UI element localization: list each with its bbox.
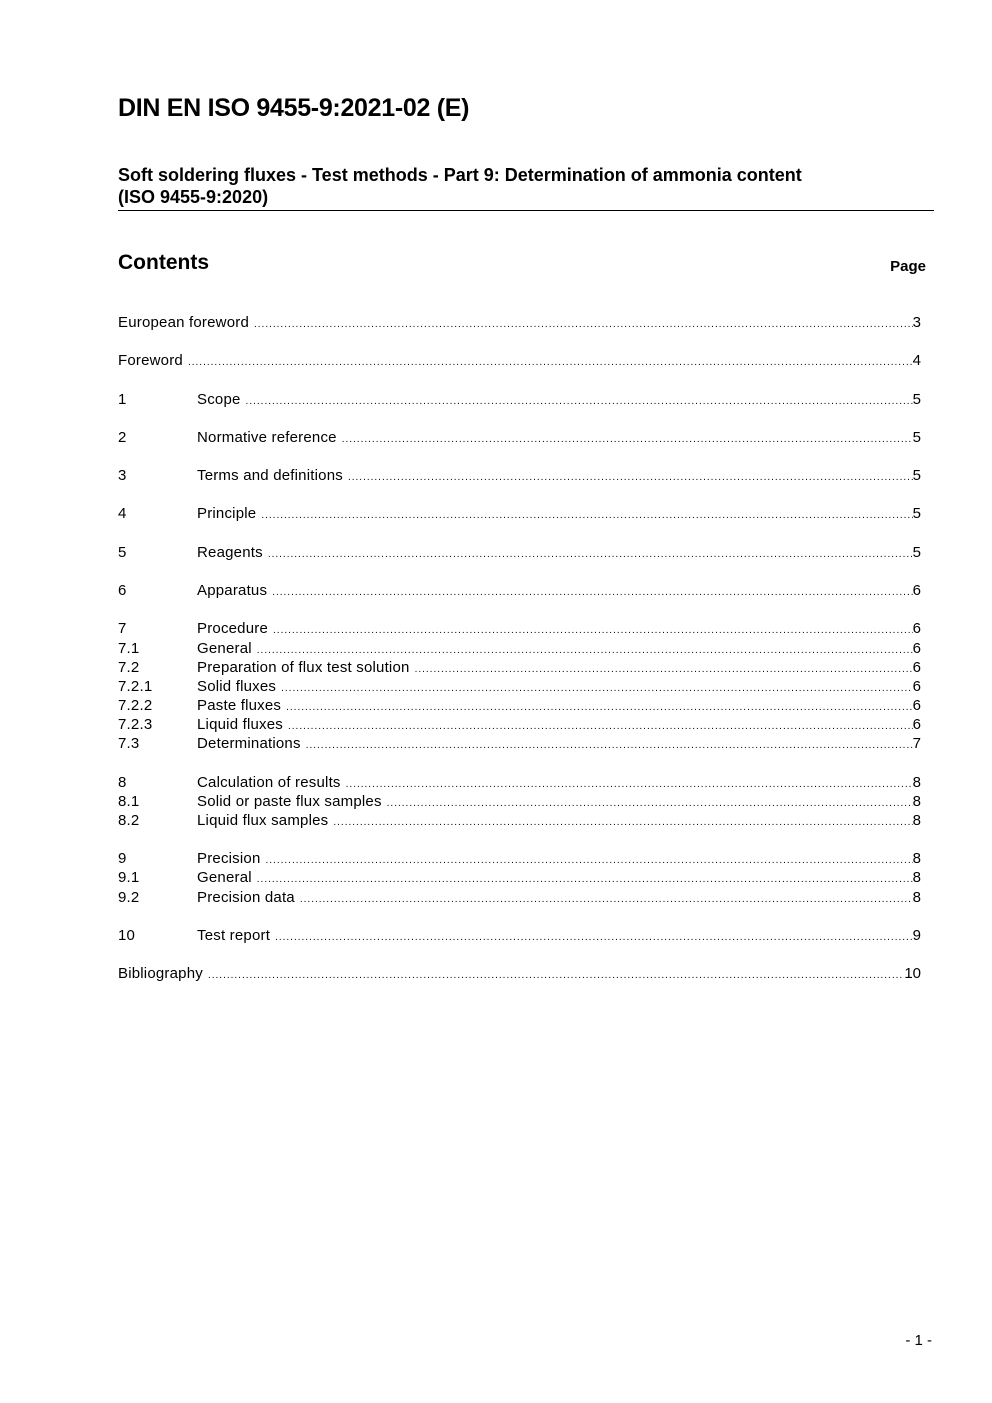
toc-entry-title: Precision [197, 850, 261, 867]
contents-heading: Contents [118, 251, 209, 274]
toc-dot-leader [257, 645, 913, 656]
toc-entry-7-2-2[interactable] [118, 697, 921, 717]
toc-entry-title: European foreword [118, 314, 249, 331]
toc-dot-leader [300, 894, 913, 905]
toc-entry-page: 8 [912, 774, 921, 791]
toc-entry-page: 8 [912, 869, 921, 886]
toc-entry-page: 6 [912, 659, 921, 676]
toc-dot-leader [288, 721, 913, 732]
toc-entry-title: Paste fluxes [197, 697, 282, 714]
toc-entry-page: 5 [912, 391, 921, 408]
toc-dot-leader [387, 798, 913, 809]
toc-entry-number: 8 [118, 774, 127, 791]
toc-entry-number: 7.1 [118, 640, 140, 657]
toc-entry-title: Reagents [197, 544, 263, 561]
toc-dot-leader [246, 396, 913, 407]
toc-entry-title: Test report [197, 927, 271, 944]
toc-entry-number: 1 [118, 391, 127, 408]
toc-dot-leader [342, 434, 913, 445]
title-divider [118, 210, 934, 211]
toc-dot-leader [273, 625, 913, 636]
toc-entry-page: 8 [912, 812, 921, 829]
toc-entry-8-2[interactable] [118, 812, 921, 832]
toc-entry-title: Apparatus [197, 582, 268, 599]
toc-entry-9-1[interactable] [118, 869, 921, 889]
toc-dot-leader [272, 587, 912, 598]
toc-entry-page: 6 [912, 678, 921, 695]
toc-entry-title: Procedure [197, 620, 269, 637]
toc-entry-5[interactable] [118, 544, 921, 564]
toc-entry-4[interactable] [118, 505, 921, 525]
toc-entry-title: General [197, 869, 252, 886]
toc-entry-1[interactable] [118, 391, 921, 411]
document-title: DIN EN ISO 9455-9:2021-02 (E) [118, 94, 470, 122]
toc-entry-number: 10 [118, 927, 136, 944]
subtitle-line-2: (ISO 9455-9:2020) [118, 187, 269, 207]
toc-entry-page: 5 [912, 505, 921, 522]
toc-entry-6[interactable] [118, 582, 921, 602]
subtitle-line-1: Soft soldering fluxes - Test methods - Part 9: Determination of ammonia content [118, 165, 802, 185]
toc-entry-number: 7.2.3 [118, 716, 153, 733]
toc-dot-leader [208, 970, 904, 981]
toc-entry-number: 9.2 [118, 889, 140, 906]
toc-entry-page: 10 [904, 965, 921, 982]
toc-dot-leader [346, 779, 913, 790]
toc-entry-10[interactable] [118, 927, 921, 947]
toc-entry-title: Solid or paste flux samples [197, 793, 382, 810]
toc-dot-leader [333, 817, 912, 828]
toc-dot-leader [415, 664, 913, 675]
toc-entry-page: 6 [912, 716, 921, 733]
toc-entry-title: Liquid flux samples [197, 812, 329, 829]
toc-entry-number: 6 [118, 582, 127, 599]
toc-dot-leader [261, 510, 912, 521]
toc-dot-leader [275, 932, 913, 943]
toc-dot-leader [257, 874, 913, 885]
toc-dot-leader [348, 472, 913, 483]
toc-entry-number: 8.2 [118, 812, 140, 829]
toc-entry-9[interactable] [118, 850, 921, 870]
toc-entry-title: Foreword [118, 352, 183, 369]
toc-entry-title: Bibliography [118, 965, 203, 982]
toc-entry-bibliography[interactable] [118, 965, 921, 985]
toc-dot-leader [188, 357, 913, 368]
toc-entry-7-2-1[interactable] [118, 678, 921, 698]
toc-entry-7-1[interactable] [118, 640, 921, 660]
page-column-label: Page [890, 258, 926, 275]
toc-entry-7[interactable] [118, 620, 921, 640]
toc-entry-page: 5 [912, 429, 921, 446]
toc-entry-foreword[interactable] [118, 352, 921, 372]
toc-entry-8[interactable] [118, 774, 921, 794]
toc-entry-title: Principle [197, 505, 257, 522]
toc-entry-9-2[interactable] [118, 889, 921, 909]
toc-entry-number: 7.2 [118, 659, 140, 676]
toc-entry-title: Scope [197, 391, 241, 408]
toc-entry-7-2-3[interactable] [118, 716, 921, 736]
toc-entry-number: 9.1 [118, 869, 140, 886]
toc-entry-title: Preparation of flux test solution [197, 659, 410, 676]
toc-entry-page: 3 [912, 314, 921, 331]
toc-entry-title: Normative reference [197, 429, 337, 446]
toc-entry-number: 7 [118, 620, 127, 637]
toc-entry-page: 6 [912, 620, 921, 637]
toc-entry-page: 8 [912, 889, 921, 906]
toc-entry-page: 5 [912, 544, 921, 561]
toc-entry-page: 8 [912, 793, 921, 810]
toc-entry-european-foreword[interactable] [118, 314, 921, 334]
toc-entry-number: 5 [118, 544, 127, 561]
toc-entry-page: 8 [912, 850, 921, 867]
toc-dot-leader [306, 740, 913, 751]
toc-entry-number: 7.2.1 [118, 678, 153, 695]
toc-entry-number: 8.1 [118, 793, 140, 810]
toc-entry-number: 7.3 [118, 735, 140, 752]
toc-entry-page: 4 [912, 352, 921, 369]
toc-entry-number: 4 [118, 505, 127, 522]
toc-entry-title: Terms and definitions [197, 467, 343, 484]
toc-entry-number: 7.2.2 [118, 697, 153, 714]
document-subtitle [118, 164, 918, 208]
toc-entry-number: 2 [118, 429, 127, 446]
toc-entry-title: Liquid fluxes [197, 716, 283, 733]
toc-entry-title: Solid fluxes [197, 678, 277, 695]
page-number: - 1 - [905, 1332, 932, 1349]
toc-dot-leader [254, 319, 913, 330]
toc-entry-page: 5 [912, 467, 921, 484]
toc-entry-page: 6 [912, 697, 921, 714]
toc-entry-7-2[interactable] [118, 659, 921, 679]
toc-entry-title: General [197, 640, 252, 657]
toc-entry-page: 9 [912, 927, 921, 944]
toc-entry-7-3[interactable] [118, 735, 921, 755]
toc-entry-3[interactable] [118, 467, 921, 487]
toc-dot-leader [281, 683, 913, 694]
toc-dot-leader [266, 855, 913, 866]
toc-entry-title: Precision data [197, 889, 295, 906]
toc-entry-page: 7 [912, 735, 921, 752]
toc-entry-number: 9 [118, 850, 127, 867]
toc-entry-number: 3 [118, 467, 127, 484]
toc-entry-page: 6 [912, 582, 921, 599]
toc-entry-8-1[interactable] [118, 793, 921, 813]
toc-entry-page: 6 [912, 640, 921, 657]
toc-entry-title: Calculation of results [197, 774, 341, 791]
toc-dot-leader [286, 702, 913, 713]
toc-dot-leader [268, 549, 913, 560]
toc-entry-title: Determinations [197, 735, 301, 752]
toc-entry-2[interactable] [118, 429, 921, 449]
